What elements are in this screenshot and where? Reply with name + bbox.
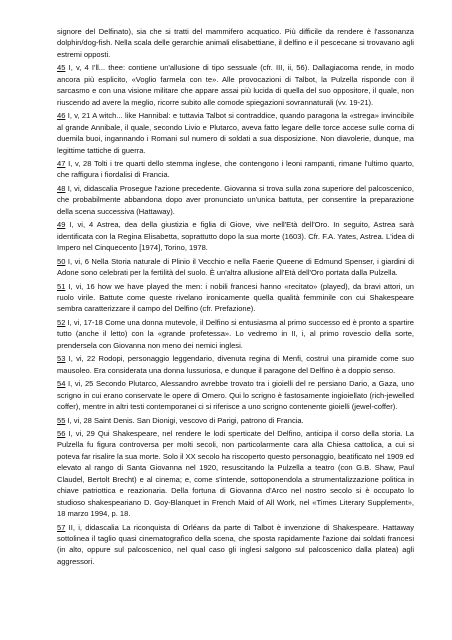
- endnote-number[interactable]: 52: [57, 317, 66, 327]
- endnote: [57, 428, 414, 520]
- endnotes-list: [57, 62, 414, 567]
- endnote: [57, 281, 414, 315]
- endnote: [57, 415, 414, 426]
- endnote-text: I, v, 4 I'll... thee: contiene un'allusione di tipo sessuale (cfr. III, ii, 56). Dallagiacoma rende, in modo ancora più esplicito, «Voglio farmela con te». Alle provocazioni di Talbot, la Pulzella risponde con il sarcasmo e con una visione militare che appare assai più lucida di quella del suo oppositore, il quale, non riuscendo ad avere la meglio, ricorre subito alle comode spiegazioni sovrannaturali (vv. 19-21).: [57, 63, 414, 107]
- endnote-number[interactable]: 46: [57, 111, 66, 121]
- endnote-number[interactable]: 53: [57, 354, 66, 364]
- continued-paragraph: signore del Delfinato), sia che si tratti del mammifero acquatico. Più difficile da rendere è l'assonanza dolphin/dog-fish. Nella scala delle gerarchie animali elisabettiane, il delfino e il pescecane si trovavano agli estremi opposti.: [57, 27, 414, 59]
- endnote: [57, 378, 414, 412]
- endnote-number[interactable]: 55: [57, 415, 66, 425]
- endnote-text: I, vi, 17-18 Come una donna mutevole, il Delfino si entusiasma al primo successo ed è pronto a spartire tutto (anche il letto) con la «grande profetessa». Lo vedremo in II, i, al primo rovescio della sorte, prendersela con Giovanna non meno dei nemici inglesi.: [57, 317, 414, 350]
- endnote-text: I, vi, 22 Rodopi, personaggio leggendario, divenuta regina di Menfi, costruì una piramide come suo mausoleo. Era considerata una donna lussuriosa, e dunque il paragone del Delfino è a doppio senso.: [57, 354, 414, 375]
- endnote-text: I, vi, 28 Saint Denis. San Dionigi, vescovo di Parigi, patrono di Francia.: [67, 415, 304, 425]
- endnote-number[interactable]: 48: [57, 183, 66, 193]
- endnote-text: I, vi, 4 Astrea, dea della giustizia e figlia di Giove, vive nell'Età dell'Oro. In seguito, Astrea sarà identificata con la Regina Elisabetta, soprattutto dopo la sua morte (1603). Cfr. F.A. Yates, Astrea. L'idea di Impero nel Cinquecento [1974], Torino, 1978.: [57, 220, 414, 253]
- endnote-text: I, v, 21 A witch... like Hannibal: e tuttavia Talbot si contraddice, quando paragona la «strega» invincibile al grande Annibale, il quale, secondo Livio e Plutarco, aveva fatto legare delle torce accese sulle corna di duemila buoi, ingannando i Romani sul numero di soldati a sua disposizione. Non diavolerie, dunque, ma legittime tattiche di guerra.: [57, 111, 414, 155]
- endnote-text: I, vi, 29 Qui Shakespeare, nel rendere le lodi sperticate del Delfino, anticipa il corso della storia. La Pulzella fu figura controversa per molti secoli, non particolarmente cara alla Chiesa cattolica, a cui si poteva far risalire la sua morte. Solo il XX secolo ha riscoperto questo personaggio, beatificato nel 1909 ed elevato al rango di Santa Giovanna nel 1920, resuscitando la Pulzella a teatro (con G.B. Shaw, Paul Claudel, Bertolt Brecht) e al cinema; e, come s'intende, sottoponendola a strumentalizzazione politica in chiave patriottica e reazionaria. Della fortuna di Giovanna d'Arco nel nostro secolo si è occupato lo studioso shakespeariano D. Goy-Blanquet in French Maid of All Work, nel «Times Literary Supplement», 18 marzo 1994, p. 18.: [57, 428, 414, 519]
- endnote: [57, 353, 414, 376]
- endnote: [57, 317, 414, 351]
- endnote-text: I, vi, 6 Nella Storia naturale di Plinio il Vecchio e nella Faerie Queene di Edmund Spenser, i giardini di Adone sono celebrati per la fertilità del suolo. È un'altra allusione all'Età dell'Oro portata dalla Pulzella.: [57, 256, 414, 278]
- endnote-text: I, vi, didascalia Prosegue l'azione precedente. Giovanna si trova sulla zona superiore del palcoscenico, che probabilmente abbandona dopo aver pronunciato un'unica battuta, per consentire la preparazione della scena successiva (Hattaway).: [57, 183, 414, 216]
- endnote-text: I, vi, 25 Secondo Plutarco, Alessandro avrebbe trovato tra i gioielli del re persiano Dario, a Gaza, uno scrigno in cui erano conservate le opere di Omero. Qui lo scrigno è fastosamente ingioiellato (rich-jewelled coffer), mentre in altri testi contemporanei ci si riferisce a uno scrigno contenente gioielli (jewel-coffer).: [57, 379, 414, 412]
- endnote: [57, 183, 414, 217]
- endnote: [57, 522, 414, 568]
- endnote-number[interactable]: 56: [57, 428, 66, 438]
- endnote: [57, 256, 414, 279]
- endnote-text: I, v, 28 Tolti i tre quarti dello stemma inglese, che contengono i leoni rampanti, rimane l'ultimo quarto, che raffigura i fiordalisi di Francia.: [57, 158, 414, 180]
- endnote-number[interactable]: 47: [57, 158, 66, 168]
- endnote-number[interactable]: 49: [57, 220, 66, 230]
- endnote-number[interactable]: 51: [57, 281, 66, 291]
- endnote-number[interactable]: 57: [57, 522, 66, 532]
- endnote: [57, 219, 414, 253]
- endnote: [57, 110, 414, 156]
- endnote: [57, 62, 414, 108]
- endnote-number[interactable]: 54: [57, 379, 66, 389]
- endnote-text: II, i, didascalia La riconquista di Orléans da parte di Talbot è invenzione di Shakespeare. Hattaway sottolinea il taglio quasi cinematografico della scena, che sposta rapidamente l'azione dai soldati francesi (in alto, oppure sul palcoscenico, nel qual caso gli inglesi salgono sul palcoscenico dalla platea) agli aggressori.: [57, 522, 414, 566]
- endnote: [57, 158, 414, 181]
- endnote-number[interactable]: 50: [57, 256, 66, 266]
- endnote-text: I, vi, 16 how we have played the men: i nobili francesi hanno «recitato» (played), da bravi attori, un ruolo virile. Battute come queste rivelano ironicamente quella qualità femminile con cui Shakespeare sembra caratterizzare il campo del Delfino (cfr. Prefazione).: [57, 281, 414, 314]
- endnote-number[interactable]: 45: [57, 63, 66, 73]
